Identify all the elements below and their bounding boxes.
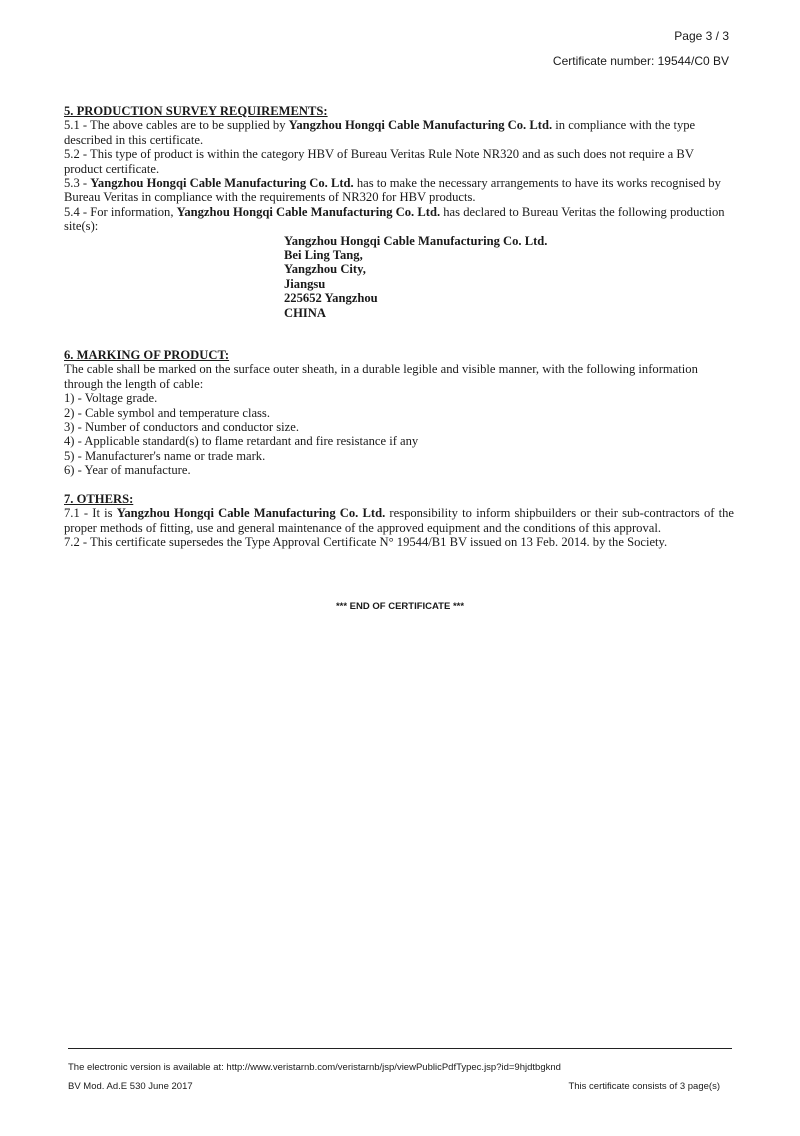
footer-page-count: This certificate consists of 3 page(s) [568,1081,720,1092]
end-of-certificate: *** END OF CERTIFICATE *** [335,601,465,612]
list-item: 1) - Voltage grade. [64,391,158,406]
footer-divider [68,1048,732,1049]
paragraph-5-1: 5.1 - The above cables are to be supplied by Yangzhou Hongqi Cable Manufacturing Co. Ltd. in compliance with the type described in this certificate. [64,118,696,147]
list-item: 4) - Applicable standard(s) to flame retardant and fire resistance if any [64,434,419,449]
address-line: CHINA [284,305,326,320]
paragraph-5-2: 5.2 - This type of product is within the category HBV of Bureau Veritas Rule Note NR320 and as such does not require a BV product certificate. [64,147,694,176]
production-site-address [284,234,734,320]
list-item: 6) - Year of manufacture. [64,463,191,478]
footer-electronic-version: The electronic version is available at: http://www.veristarnb.com/veristarnb/jsp/viewPublicPdfTypec.jsp?id=9hjdtbgknd [68,1062,561,1073]
marking-intro: The cable shall be marked on the surface outer sheath, in a durable legible and visible manner, with the following information through the length of cable: [64,362,698,391]
paragraph-5-4: 5.4 - For information, Yangzhou Hongqi Cable Manufacturing Co. Ltd. has declared to Bureau Veritas the following production site(s): [64,204,725,234]
list-item: 5) - Manufacturer's name or trade mark. [64,448,266,463]
paragraph-7-1: 7.1 - It is Yangzhou Hongqi Cable Manufacturing Co. Ltd. responsibility to inform shipbuilders or their sub-contractors of the proper methods of fitting, use and general maintenance of the approved equipment and the conditions of this approval. [64,506,734,535]
company-name: Yangzhou Hongqi Cable Manufacturing Co. Ltd. [288,118,553,133]
paragraph-7-2: 7.2 - This certificate supersedes the Type Approval Certificate N° 19544/B1 BV issued on 13 Feb. 2014. by the Society. [64,535,668,550]
section-heading: 6. MARKING OF PRODUCT: [64,348,230,362]
list-item: 2) - Cable symbol and temperature class. [64,405,270,420]
footer-form-reference: BV Mod. Ad.E 530 June 2017 [68,1081,193,1092]
section-production-survey [64,104,734,320]
page-number: Page 3 / 3 [674,29,729,43]
address-line: Bei Ling Tang, [284,248,363,263]
address-line: Jiangsu [284,276,326,291]
address-line: 225652 Yangzhou [284,291,378,306]
section-marking-of-product [64,348,734,478]
company-name: Yangzhou Hongqi Cable Manufacturing Co. Ltd. [176,204,441,219]
list-item: 3) - Number of conductors and conductor size. [64,420,300,435]
address-line: Yangzhou Hongqi Cable Manufacturing Co. Ltd. [284,233,548,248]
section-heading: 7. OTHERS: [64,492,134,506]
address-line: Yangzhou City, [284,262,366,277]
paragraph-5-3: 5.3 - Yangzhou Hongqi Cable Manufacturing Co. Ltd. has to make the necessary arrangements to have its works recognised by Bureau Veritas in compliance with the requirements of NR320 for HBV products. [64,176,721,205]
certificate-number: Certificate number: 19544/C0 BV [552,54,729,68]
company-name: Yangzhou Hongqi Cable Manufacturing Co. Ltd. [90,176,354,191]
company-name: Yangzhou Hongqi Cable Manufacturing Co. Ltd. [116,506,386,521]
section-others [64,492,734,550]
section-heading: 5. PRODUCTION SURVEY REQUIREMENTS: [64,104,328,118]
